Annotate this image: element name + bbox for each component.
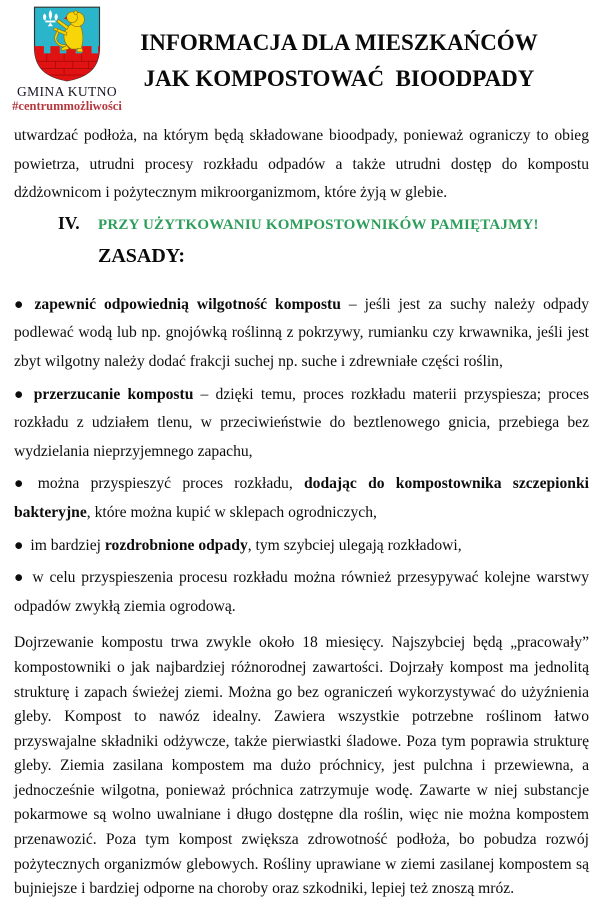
org-name: GMINA KUTNO [16, 84, 118, 99]
bullet-bold: zapewnić odpowiednią wilgotność kompostu [34, 295, 341, 313]
bullet-pre: im bardziej [30, 536, 105, 554]
bullet-marker: ● [14, 295, 28, 313]
bullet-marker: ● [14, 475, 31, 493]
bullet-marker: ● [14, 385, 27, 403]
intro-paragraph: utwardzać podłoża, na którym będą składowane bioodpady, ponieważ ograniczy to obieg powietrza, utrudni procesy rozkładu odpadów a także utrudni dostęp do kompostu dżdżownicom i pożytecznym mikroorganizmom, które żyją w glebie. [14, 127, 589, 202]
section-subtitle: ZASADY: [98, 244, 186, 267]
header [0, 0, 604, 113]
bullet-item [14, 381, 589, 467]
bullet-pre: w celu przyspieszenia procesu rozkładu można również przesypywać kolejne warstwy odpadów zwykłą ziemia ogrodową. [14, 569, 589, 615]
coat-of-arms-icon [30, 5, 104, 83]
bullet-post: , które można kupić w sklepach ogrodniczych, [86, 503, 377, 521]
bullet-bold: rozdrobnione odpady [104, 536, 248, 554]
bullet-item [14, 532, 589, 561]
closing-paragraph: Dojrzewanie kompostu trwa zwykle około 18 miesięcy. Najszybciej będą „pracowały” kompostowniki o jak najbardziej różnorodnej zawartości. Dojrzały kompost ma jednolitą strukturę i zapach świeżej ziemi. Można go bez ograniczeń wykorzystywać do użyźnienia gleby. Kompost to nawóz idealny. Zawiera wszystkie potrzebne roślinom łatwo przyswajalne składniki odżywcze, także pierwiastki śladowe. Poza tym poprawia strukturę gleby. Ziemia zasilana kompostem ma dużo próchnicy, jest pulchna i przewiewna, a jednocześnie wilgotna, ponieważ próchnica zatrzymuje wodę. Zawarte w niej substancje pokarmowe są wolno uwalniane i długo dostępne dla roślin, więc nie można kompostem przenawozić. Poza tym kompost zwiększa zdrowotność podłoża, bo pobudza rozwój pożytecznych organizmów glebowych. Rośliny uprawiane w ziemi zasilanej kompostem są bujniejsze i bardziej odporne na choroby oraz szkodniki, lepiej też znoszą mróz. [14, 634, 589, 898]
bullet-pre: można przyspieszyć proces rozkładu, [37, 475, 304, 493]
bullet-post: – dzięki temu, proces rozkładu materii przyspiesza; proces rozkładu z udziałem tlenu, w przeciwieństwie do beztlenowego gnicia, przebiega bez wydzielania nieprzyjemnego zapachu, [14, 385, 590, 460]
bullet-item [14, 564, 589, 621]
section-title: PRZY UŻYTKOWANIU KOMPOSTOWNIKÓW PAMIĘTAJMY! [98, 216, 539, 233]
document-body [0, 110, 604, 900]
bullet-item [14, 470, 589, 527]
bullet-list [14, 291, 589, 622]
title-line-2: JAK KOMPOSTOWAĆ BIOODPADY [143, 66, 535, 91]
bullet-marker: ● [14, 536, 24, 554]
bullet-post: , tym szybciej ulegają rozkładowi, [247, 536, 462, 554]
page-title [126, 3, 594, 97]
bullet-post: – jeśli jest za suchy należy odpady podlewać wodą lub np. gnojówką roślinną z pokrzywy, rumianku czy krwawnika, jeśli jest zbyt wilgotny należy dodać frakcji suchej np. suche i zdrewniałe części roślin, [14, 295, 589, 370]
bullet-bold: dodając do kompostownika szczepionki bakteryjne [14, 475, 589, 521]
org-tagline: #centrummożliwości [12, 99, 122, 113]
bullet-bold: przerzucanie kompostu [33, 385, 194, 403]
title-line-1: INFORMACJA DLA MIESZKAŃCÓW [140, 30, 538, 55]
bullet-marker: ● [14, 569, 26, 587]
section-heading [14, 210, 589, 273]
section-number: IV. [58, 212, 80, 233]
bullet-item [14, 291, 589, 377]
gmina-kutno-logo [8, 3, 126, 113]
